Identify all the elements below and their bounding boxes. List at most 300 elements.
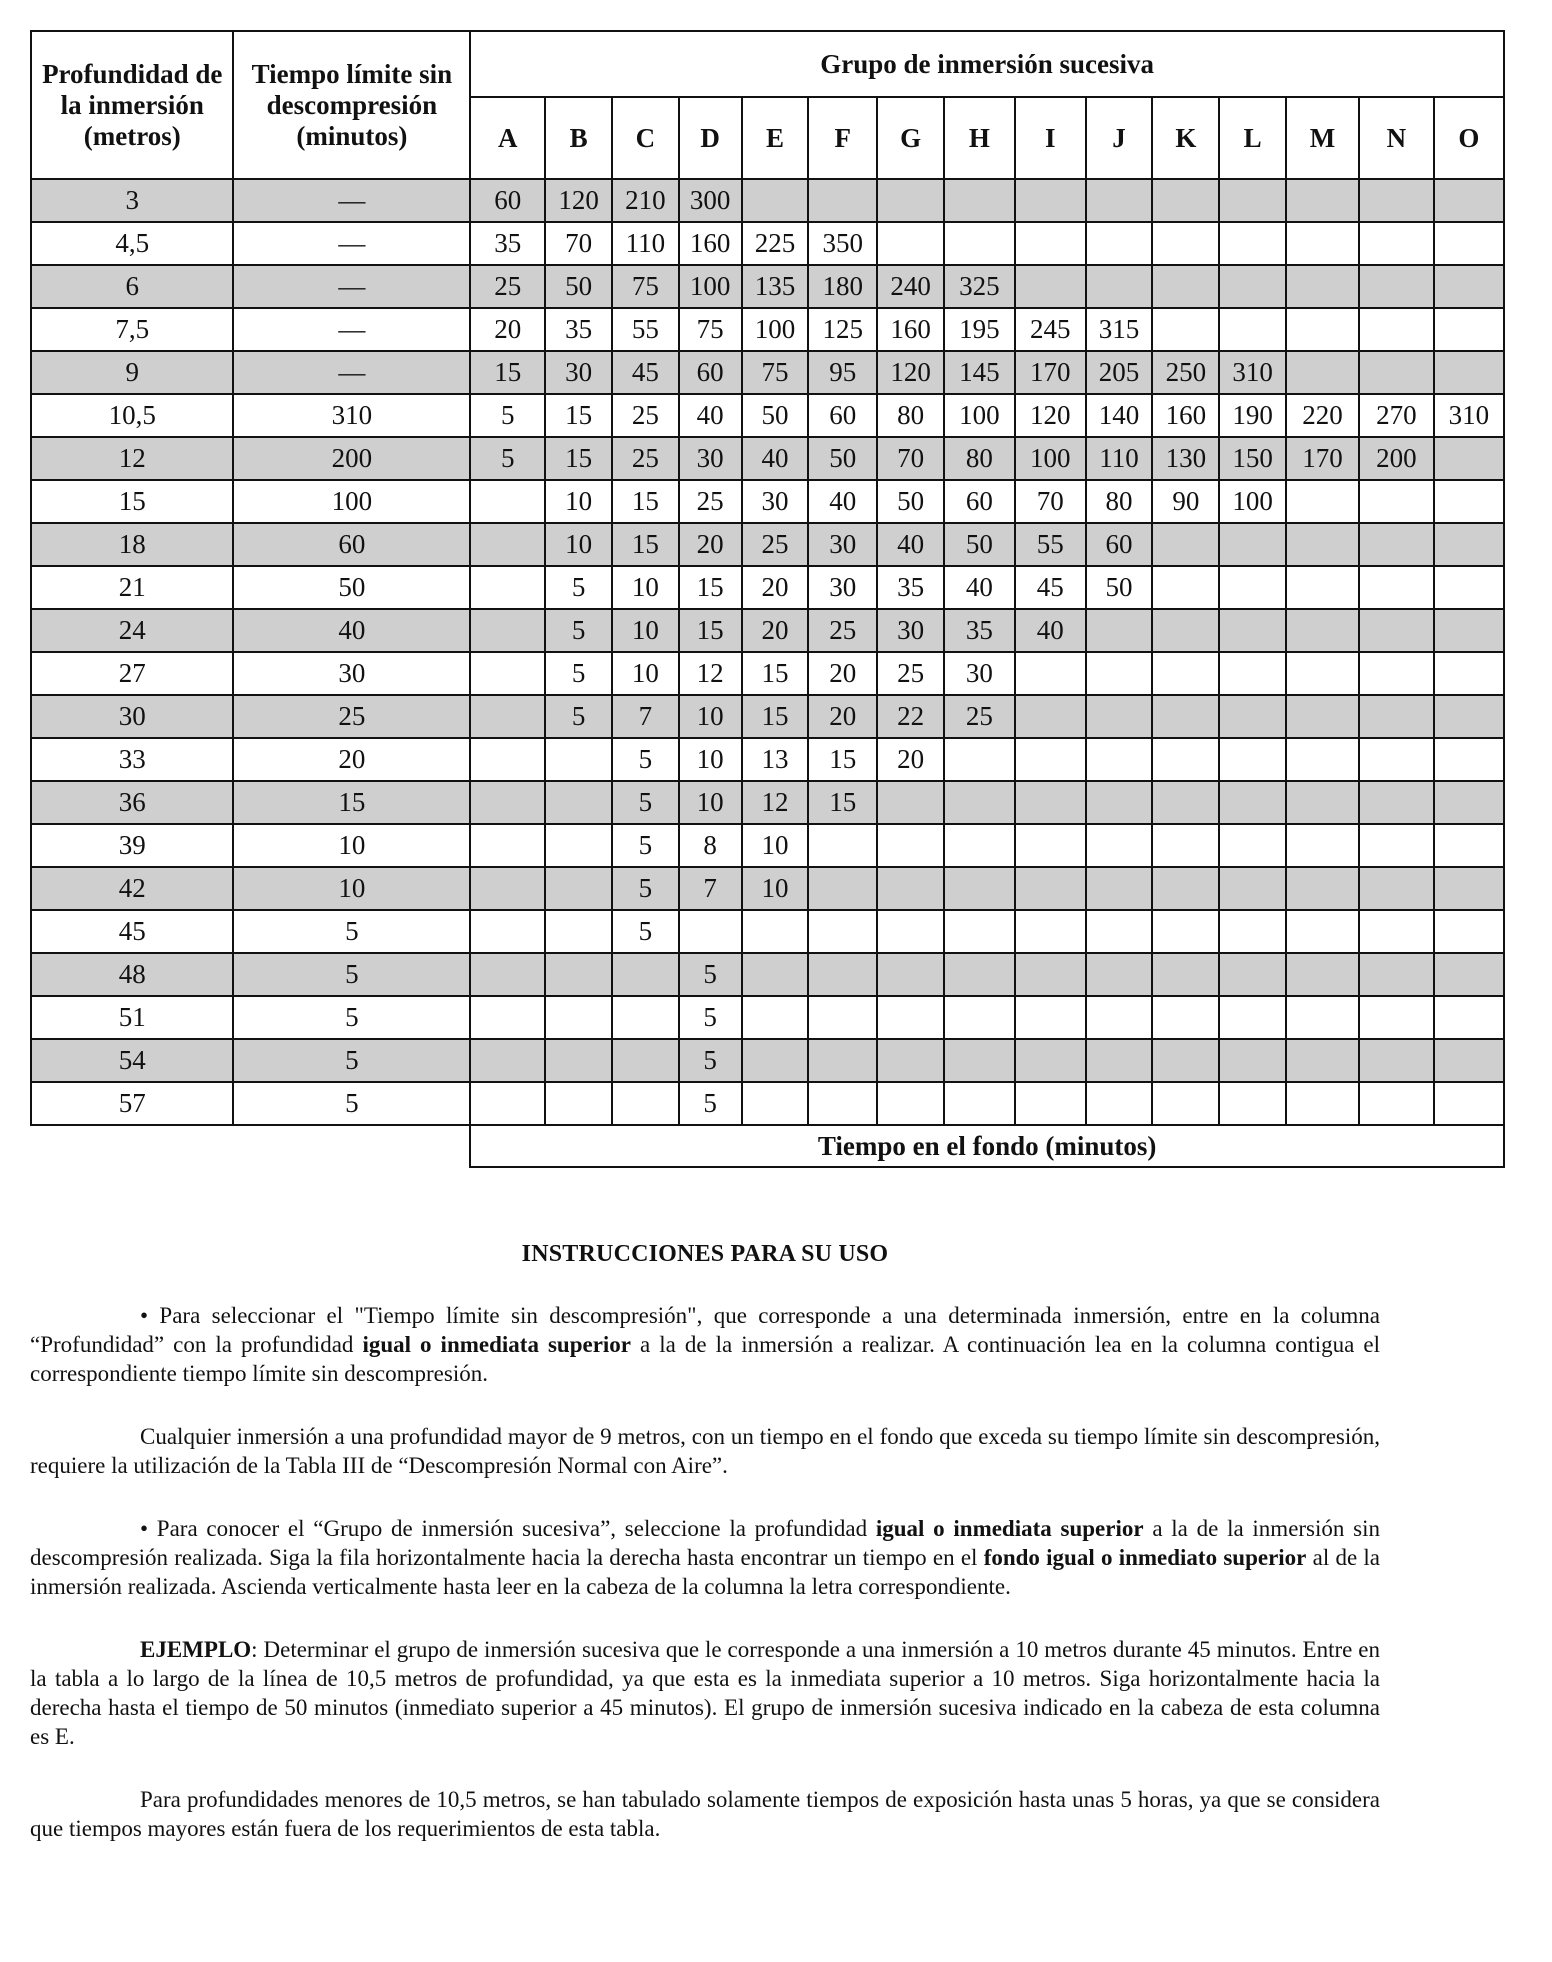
limit-column-header: Tiempo límite sin descompresión (minutos) <box>233 31 470 179</box>
time-cell: 20 <box>679 523 742 566</box>
time-cell: 75 <box>742 351 809 394</box>
time-cell: 7 <box>679 867 742 910</box>
time-cell: 5 <box>470 437 545 480</box>
time-cell <box>1152 609 1219 652</box>
time-cell <box>1015 953 1086 996</box>
time-cell: 13 <box>742 738 809 781</box>
p3-text-e: al de la inmersión realizada. Ascienda verticalmente hasta leer en la cabeza de la columna la letra correspondiente. <box>30 1545 1380 1599</box>
time-cell <box>1152 179 1219 222</box>
time-cell: 310 <box>1219 351 1286 394</box>
time-cell <box>679 910 742 953</box>
time-cell <box>1286 867 1359 910</box>
time-cell <box>1434 824 1504 867</box>
table-row <box>31 910 1504 953</box>
time-cell <box>612 953 679 996</box>
table-row <box>31 953 1504 996</box>
time-cell: 10 <box>612 566 679 609</box>
time-cell <box>944 781 1015 824</box>
time-cell: 245 <box>1015 308 1086 351</box>
time-cell <box>1286 222 1359 265</box>
table-row <box>31 480 1504 523</box>
time-cell: 22 <box>877 695 944 738</box>
time-cell <box>1286 953 1359 996</box>
time-cell <box>1086 609 1153 652</box>
instructions-title: INSTRUCCIONES PARA SU USO <box>521 1241 889 1267</box>
time-cell <box>1015 781 1086 824</box>
time-cell: 15 <box>742 695 809 738</box>
table-row <box>31 1082 1504 1125</box>
depth-cell: 51 <box>31 996 233 1039</box>
group-letter-j: J <box>1086 97 1153 179</box>
depth-cell: 10,5 <box>31 394 233 437</box>
table-row <box>31 308 1504 351</box>
group-letter-e: E <box>742 97 809 179</box>
time-cell <box>1086 652 1153 695</box>
time-cell <box>1286 265 1359 308</box>
time-cell: 60 <box>808 394 877 437</box>
time-cell: 15 <box>545 394 612 437</box>
footer-spacer <box>31 1125 470 1167</box>
depth-cell: 30 <box>31 695 233 738</box>
time-cell: 20 <box>470 308 545 351</box>
time-cell: 5 <box>679 996 742 1039</box>
time-cell: 100 <box>1015 437 1086 480</box>
time-cell: 25 <box>742 523 809 566</box>
time-cell: 180 <box>808 265 877 308</box>
time-cell <box>1434 781 1504 824</box>
time-cell <box>470 996 545 1039</box>
time-cell <box>1286 523 1359 566</box>
time-cell: 50 <box>1086 566 1153 609</box>
depth-cell: 9 <box>31 351 233 394</box>
time-cell <box>1152 1039 1219 1082</box>
time-cell <box>1219 695 1286 738</box>
time-cell: 240 <box>877 265 944 308</box>
time-cell <box>1434 308 1504 351</box>
time-cell: 70 <box>1015 480 1086 523</box>
time-cell: 20 <box>742 566 809 609</box>
time-cell <box>944 867 1015 910</box>
time-cell <box>1015 996 1086 1039</box>
instructions <box>30 1240 1380 1877</box>
example-label: EJEMPLO <box>140 1637 252 1662</box>
time-cell: 80 <box>877 394 944 437</box>
time-cell <box>1434 738 1504 781</box>
time-cell: 12 <box>742 781 809 824</box>
table-row <box>31 351 1504 394</box>
time-cell: 40 <box>877 523 944 566</box>
table-row <box>31 867 1504 910</box>
time-cell: 145 <box>944 351 1015 394</box>
depth-cell: 42 <box>31 867 233 910</box>
time-cell <box>1359 566 1434 609</box>
time-cell <box>1359 738 1434 781</box>
limit-cell: 5 <box>233 1082 470 1125</box>
time-cell: 160 <box>877 308 944 351</box>
time-cell <box>1359 222 1434 265</box>
time-cell <box>1219 996 1286 1039</box>
time-cell: 12 <box>679 652 742 695</box>
p1-text-a: • Para seleccionar el "Tiempo límite sin descompresión", que corresponde a una determinada inmersión, entre en la columna “Profundidad” con la profundidad <box>30 1303 1380 1357</box>
depth-cell: 21 <box>31 566 233 609</box>
time-cell <box>612 996 679 1039</box>
time-cell: 25 <box>470 265 545 308</box>
time-cell <box>1152 265 1219 308</box>
time-cell: 70 <box>877 437 944 480</box>
time-cell <box>944 910 1015 953</box>
time-cell: 325 <box>944 265 1015 308</box>
time-cell: 170 <box>1015 351 1086 394</box>
time-cell <box>1015 695 1086 738</box>
time-cell: 110 <box>1086 437 1153 480</box>
time-cell <box>877 953 944 996</box>
time-cell <box>1086 222 1153 265</box>
time-cell: 20 <box>742 609 809 652</box>
time-cell <box>877 222 944 265</box>
time-cell <box>470 953 545 996</box>
depth-cell: 7,5 <box>31 308 233 351</box>
time-cell <box>470 781 545 824</box>
time-cell <box>1434 222 1504 265</box>
time-cell: 90 <box>1152 480 1219 523</box>
time-cell: 5 <box>612 867 679 910</box>
time-cell <box>1219 738 1286 781</box>
time-cell <box>1434 652 1504 695</box>
time-cell <box>1086 910 1153 953</box>
time-cell: 130 <box>1152 437 1219 480</box>
time-cell: 205 <box>1086 351 1153 394</box>
time-cell <box>1434 867 1504 910</box>
time-cell <box>1219 523 1286 566</box>
table-row <box>31 824 1504 867</box>
time-cell: 8 <box>679 824 742 867</box>
time-cell: 40 <box>742 437 809 480</box>
time-cell <box>1219 953 1286 996</box>
time-cell <box>877 1082 944 1125</box>
limit-cell: 200 <box>233 437 470 480</box>
time-cell <box>1286 996 1359 1039</box>
time-cell: 30 <box>877 609 944 652</box>
time-cell <box>1152 566 1219 609</box>
table-row <box>31 695 1504 738</box>
limit-cell: — <box>233 179 470 222</box>
time-cell: 100 <box>679 265 742 308</box>
group-title: Grupo de inmersión sucesiva <box>470 31 1504 97</box>
group-letter-o: O <box>1434 97 1504 179</box>
p3-text-a: • Para conocer el “Grupo de inmersión sucesiva”, seleccione la profundidad <box>140 1516 876 1541</box>
time-cell: 220 <box>1286 394 1359 437</box>
time-cell: 15 <box>742 652 809 695</box>
depth-cell: 24 <box>31 609 233 652</box>
depth-cell: 3 <box>31 179 233 222</box>
depth-cell: 45 <box>31 910 233 953</box>
time-cell <box>1086 996 1153 1039</box>
time-cell <box>1286 652 1359 695</box>
time-cell <box>545 953 612 996</box>
depth-cell: 57 <box>31 1082 233 1125</box>
limit-cell: 60 <box>233 523 470 566</box>
time-cell: 55 <box>612 308 679 351</box>
table-row <box>31 265 1504 308</box>
time-cell: 35 <box>470 222 545 265</box>
time-cell <box>1152 523 1219 566</box>
table-row <box>31 179 1504 222</box>
time-cell <box>1086 265 1153 308</box>
time-cell <box>1286 910 1359 953</box>
time-cell: 5 <box>545 652 612 695</box>
time-cell <box>1152 738 1219 781</box>
time-cell <box>470 609 545 652</box>
depth-cell: 18 <box>31 523 233 566</box>
time-cell <box>1286 566 1359 609</box>
table-body <box>31 179 1504 1125</box>
time-cell: 45 <box>612 351 679 394</box>
time-cell <box>1359 695 1434 738</box>
time-cell: 350 <box>808 222 877 265</box>
time-cell <box>612 1082 679 1125</box>
time-cell <box>470 910 545 953</box>
depth-column-header: Profundidad de la inmersión (metros) <box>31 31 233 179</box>
time-cell: 250 <box>1152 351 1219 394</box>
time-cell <box>742 179 809 222</box>
time-cell <box>944 824 1015 867</box>
time-cell <box>470 867 545 910</box>
limit-cell: — <box>233 222 470 265</box>
time-cell: 40 <box>1015 609 1086 652</box>
group-letter-c: C <box>612 97 679 179</box>
time-cell <box>1359 179 1434 222</box>
time-cell: 20 <box>808 695 877 738</box>
time-cell <box>1434 996 1504 1039</box>
time-cell: 30 <box>545 351 612 394</box>
time-cell: 75 <box>612 265 679 308</box>
table-row <box>31 652 1504 695</box>
limit-cell: 5 <box>233 910 470 953</box>
time-cell <box>1286 1039 1359 1082</box>
limit-cell: 10 <box>233 824 470 867</box>
time-cell <box>470 566 545 609</box>
time-cell <box>1219 652 1286 695</box>
time-cell <box>1086 738 1153 781</box>
time-cell: 40 <box>679 394 742 437</box>
time-cell <box>1434 953 1504 996</box>
time-cell: 95 <box>808 351 877 394</box>
time-cell: 25 <box>612 437 679 480</box>
limit-cell: 5 <box>233 1039 470 1082</box>
time-cell: 5 <box>612 910 679 953</box>
time-cell: 15 <box>679 609 742 652</box>
time-cell <box>1219 222 1286 265</box>
time-cell <box>1286 609 1359 652</box>
time-cell: 10 <box>679 738 742 781</box>
table-row <box>31 394 1504 437</box>
table-row <box>31 566 1504 609</box>
time-cell: 25 <box>877 652 944 695</box>
time-cell <box>944 179 1015 222</box>
time-cell <box>1152 910 1219 953</box>
time-cell <box>1359 996 1434 1039</box>
time-cell: 35 <box>545 308 612 351</box>
time-cell <box>1086 781 1153 824</box>
time-cell: 160 <box>679 222 742 265</box>
time-cell <box>545 738 612 781</box>
time-cell <box>1359 953 1434 996</box>
time-cell: 75 <box>679 308 742 351</box>
time-cell <box>612 1039 679 1082</box>
time-cell <box>1219 1039 1286 1082</box>
limit-cell: 25 <box>233 695 470 738</box>
table-row <box>31 222 1504 265</box>
depth-cell: 54 <box>31 1039 233 1082</box>
time-cell <box>1086 179 1153 222</box>
table-row <box>31 523 1504 566</box>
time-cell: 50 <box>545 265 612 308</box>
time-cell: 15 <box>808 781 877 824</box>
time-cell <box>545 1039 612 1082</box>
limit-cell: 100 <box>233 480 470 523</box>
time-cell: 315 <box>1086 308 1153 351</box>
time-cell <box>1219 910 1286 953</box>
time-cell <box>1286 1082 1359 1125</box>
time-cell: 200 <box>1359 437 1434 480</box>
time-cell: 195 <box>944 308 1015 351</box>
time-cell <box>545 824 612 867</box>
time-cell <box>1152 953 1219 996</box>
depth-cell: 39 <box>31 824 233 867</box>
time-cell <box>1086 953 1153 996</box>
time-cell <box>1015 222 1086 265</box>
time-cell <box>1434 609 1504 652</box>
depth-cell: 33 <box>31 738 233 781</box>
time-cell <box>1434 179 1504 222</box>
limit-cell: 5 <box>233 953 470 996</box>
time-cell: 100 <box>742 308 809 351</box>
time-cell <box>1152 867 1219 910</box>
time-cell <box>1219 609 1286 652</box>
time-cell <box>1359 652 1434 695</box>
time-cell <box>1434 265 1504 308</box>
time-cell: 55 <box>1015 523 1086 566</box>
time-cell: 40 <box>944 566 1015 609</box>
time-cell: 35 <box>944 609 1015 652</box>
time-cell <box>1434 437 1504 480</box>
depth-cell: 48 <box>31 953 233 996</box>
time-cell: 60 <box>944 480 1015 523</box>
time-cell: 15 <box>545 437 612 480</box>
time-cell <box>1219 566 1286 609</box>
depth-cell: 36 <box>31 781 233 824</box>
time-cell: 15 <box>612 480 679 523</box>
group-letter-n: N <box>1359 97 1434 179</box>
time-cell <box>1286 351 1359 394</box>
group-letter-i: I <box>1015 97 1086 179</box>
time-cell <box>1434 910 1504 953</box>
time-cell <box>1359 308 1434 351</box>
time-cell <box>877 179 944 222</box>
time-cell <box>1434 351 1504 394</box>
time-cell: 120 <box>1015 394 1086 437</box>
time-cell <box>545 910 612 953</box>
time-cell: 120 <box>545 179 612 222</box>
time-cell: 5 <box>679 1039 742 1082</box>
time-cell: 120 <box>877 351 944 394</box>
time-cell <box>1015 867 1086 910</box>
time-cell: 70 <box>545 222 612 265</box>
table-row <box>31 437 1504 480</box>
time-cell <box>742 1039 809 1082</box>
time-cell <box>1359 351 1434 394</box>
instruction-paragraph-3 <box>30 1514 1380 1601</box>
time-cell: 100 <box>1219 480 1286 523</box>
time-cell <box>1219 1082 1286 1125</box>
time-cell: 5 <box>679 953 742 996</box>
time-cell: 80 <box>1086 480 1153 523</box>
time-cell <box>1359 824 1434 867</box>
time-cell: 5 <box>545 566 612 609</box>
time-cell <box>545 781 612 824</box>
time-cell <box>1434 1039 1504 1082</box>
time-cell <box>1015 738 1086 781</box>
time-cell: 20 <box>877 738 944 781</box>
time-cell: 15 <box>679 566 742 609</box>
p1-text-c: a la de la inmersión a realizar. A continuación lea en la columna contigua el correspondiente tiempo límite sin descompresión. <box>30 1332 1381 1386</box>
time-cell <box>877 867 944 910</box>
time-cell <box>1015 910 1086 953</box>
time-cell <box>1086 867 1153 910</box>
time-cell <box>742 910 809 953</box>
time-cell <box>1219 308 1286 351</box>
time-cell: 210 <box>612 179 679 222</box>
time-cell <box>1434 480 1504 523</box>
time-cell <box>1152 996 1219 1039</box>
time-cell: 140 <box>1086 394 1153 437</box>
time-cell <box>808 179 877 222</box>
time-cell: 25 <box>944 695 1015 738</box>
group-letter-d: D <box>679 97 742 179</box>
time-cell: 135 <box>742 265 809 308</box>
time-cell: 10 <box>679 695 742 738</box>
bottom-time-caption: Tiempo en el fondo (minutos) <box>470 1125 1504 1167</box>
time-cell: 10 <box>742 824 809 867</box>
table-row <box>31 996 1504 1039</box>
group-letter-m: M <box>1286 97 1359 179</box>
time-cell: 80 <box>944 437 1015 480</box>
time-cell <box>545 867 612 910</box>
time-cell <box>1086 1082 1153 1125</box>
time-cell: 10 <box>742 867 809 910</box>
time-cell <box>877 781 944 824</box>
time-cell <box>808 824 877 867</box>
time-cell <box>470 1039 545 1082</box>
time-cell: 10 <box>612 609 679 652</box>
time-cell <box>1434 1082 1504 1125</box>
time-cell <box>1286 781 1359 824</box>
time-cell <box>877 996 944 1039</box>
table-row <box>31 781 1504 824</box>
time-cell <box>1219 867 1286 910</box>
time-cell <box>1286 695 1359 738</box>
time-cell <box>877 1039 944 1082</box>
group-letter-h: H <box>944 97 1015 179</box>
group-letter-f: F <box>808 97 877 179</box>
time-cell: 30 <box>679 437 742 480</box>
limit-cell: 15 <box>233 781 470 824</box>
time-cell <box>470 1082 545 1125</box>
time-cell: 7 <box>612 695 679 738</box>
time-cell <box>1359 910 1434 953</box>
time-cell <box>1359 867 1434 910</box>
time-cell <box>1286 480 1359 523</box>
